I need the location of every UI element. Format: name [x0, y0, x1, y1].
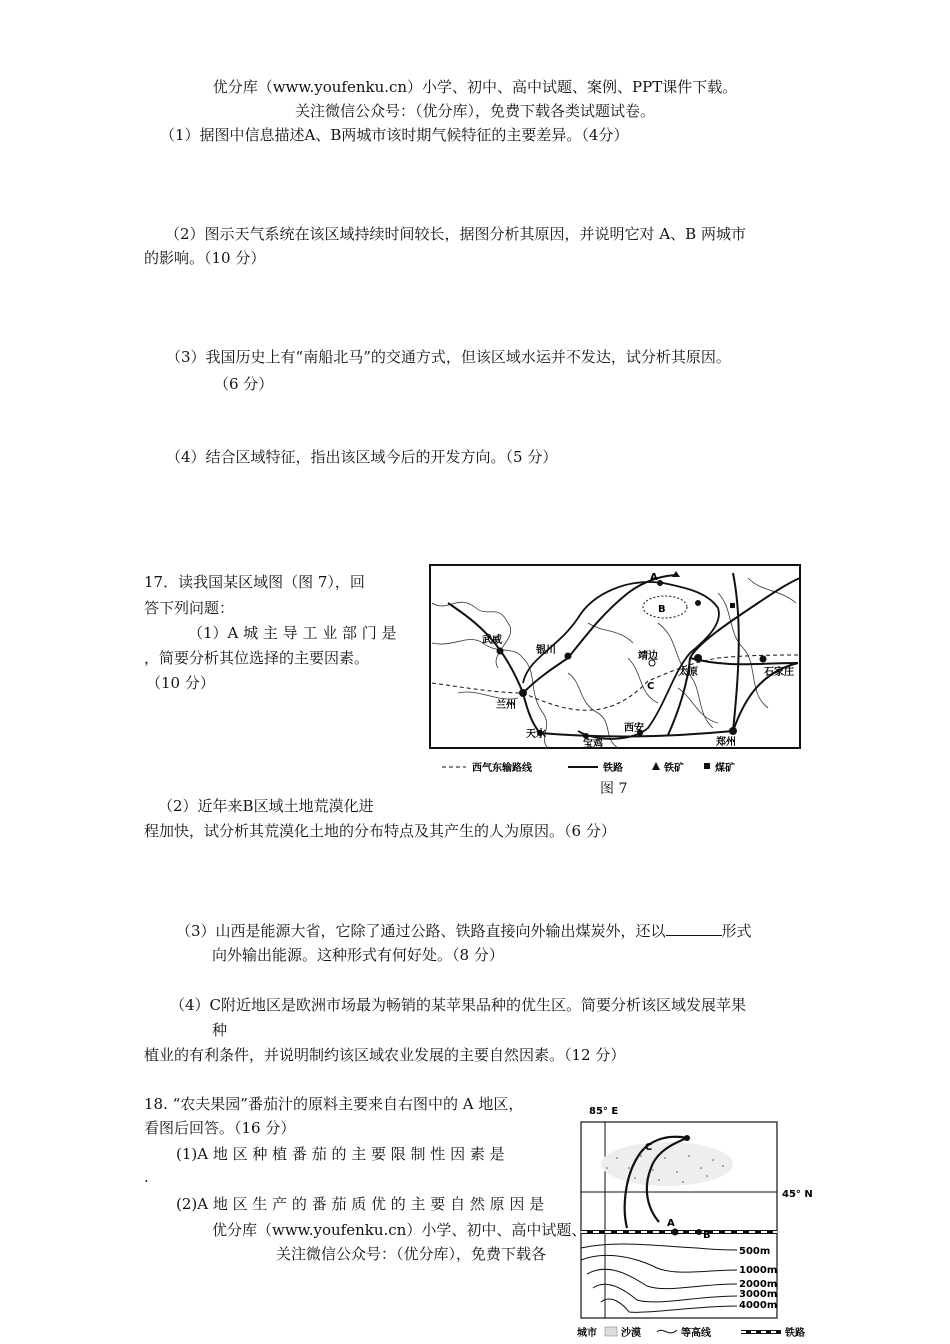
fig7-city-zhengzhou: 郑州: [716, 737, 736, 748]
fig7-city-yinchuan: 银川: [536, 645, 556, 656]
q18-stem-line1: 18. “农夫果园”番茄汁的原料主要来自右图中的 A 地区，: [144, 1095, 524, 1113]
fig7-map-frame: [430, 565, 800, 748]
fig7-coal-marker: [730, 603, 735, 608]
fig18-lat-label: 45° N: [782, 1189, 813, 1200]
fig18-legend-city: 城市: [577, 1328, 597, 1339]
fig7-legend-pipeline: 西气东输路线: [472, 763, 532, 774]
fig7-letter-c: C: [647, 681, 655, 692]
q17-sub1-line1: （1）A 城 主 导 工 业 部 门 是: [188, 624, 397, 642]
footer-line-1: 优分库（www.youfenku.cn）小学、初中、高中试题、: [212, 1221, 587, 1239]
fig7-legend-railway: 铁路: [603, 763, 623, 774]
q16-part1: （1）据图中信息描述A、B两城市该时期气候特征的主要差异。（4分）: [160, 126, 629, 144]
q17-sub3-text-pre: （3）山西是能源大省，它除了通过公路、铁路直接向外输出煤炭外，还以: [176, 922, 666, 940]
fig7-map: [428, 563, 802, 797]
q17-stem-line2: 答下列问题：: [144, 599, 235, 617]
q16-part4: （4）结合区域特征，指出该区域今后的开发方向。（5 分）: [166, 448, 558, 466]
q18-sub1-end: .: [144, 1168, 149, 1186]
fig7-city-xian: 西安: [624, 723, 644, 734]
fig18-legend-desert: 沙漠: [621, 1328, 641, 1339]
q17-sub4-line3: 植业的有利条件，并说明制约该区域农业发展的主要自然因素。（12 分）: [144, 1046, 626, 1064]
fig18-legend-contour: 等高线: [681, 1328, 711, 1339]
footer-line-2: 关注微信公众号：（优分库），免费下载各: [276, 1245, 547, 1263]
fig7-letter-a: A: [650, 572, 658, 583]
fig7-city-lanzhou: 兰州: [496, 700, 516, 711]
fig18-contour-3000: 3000m: [739, 1289, 778, 1300]
fig7-legend: [442, 761, 735, 774]
fig7-city-baoji: 宝鸡: [583, 739, 603, 750]
q17-sub4-line1: （4）C附近地区是欧洲市场最为畅销的某苹果品种的优生区。简要分析该区域发展苹果: [170, 996, 747, 1014]
q17-sub1-line3: （10 分）: [146, 674, 215, 692]
fig7-city-taiyuan: 太原: [678, 667, 698, 678]
q16-part3-line1: （3）我国历史上有“南船北马”的交通方式，但该区域水运并不发达，试分析其原因。: [166, 348, 731, 366]
header-line-1: 优分库（www.youfenku.cn）小学、初中、高中试题、案例、PPT课件下载。: [212, 78, 738, 96]
fig18-contour-2000: 2000m: [739, 1279, 778, 1290]
fig7-legend-iron: 铁矿: [664, 763, 684, 774]
fig7-city-jingbian: 靖边: [638, 651, 658, 662]
fig7-city-wuwei: 武威: [482, 635, 502, 646]
fig18-legend-railway: 铁路: [785, 1328, 805, 1339]
fig7-legend-coal: 煤矿: [715, 763, 735, 774]
q17-sub4-line2: 种: [212, 1021, 228, 1039]
q16-part2-line2: 的影响。（10 分）: [144, 249, 266, 267]
q17-sub3-blank[interactable]: [666, 921, 722, 936]
q17-sub3-line2: 向外输出能源。这种形式有何好处。（8 分）: [212, 946, 504, 964]
q18-sub2: (2)A 地 区 生 产 的 番 茄 质 优 的 主 要 自 然 原 因 是: [176, 1195, 545, 1213]
q16-part3-line2: （6 分）: [214, 375, 274, 393]
q16-part2-line1: （2）图示天气系统在该区域持续时间较长，据图分析其原因，并说明它对 A、B 两城市: [165, 225, 746, 243]
fig18-letter-a: A: [667, 1218, 675, 1229]
fig18-contour-500: 500m: [739, 1246, 771, 1257]
q17-sub2-line1: （2）近年来B区域土地荒漠化进: [158, 797, 374, 815]
fig18-legend-contour-symbol: [657, 1330, 677, 1333]
fig18-letter-c: C: [645, 1142, 653, 1153]
fig18-contour-1000: 1000m: [739, 1265, 778, 1276]
q18-stem-line2: 看图后回答。（16 分）: [144, 1119, 296, 1137]
q17-sub2-line2: 程加快，试分析其荒漠化土地的分布特点及其产生的人为原因。（6 分）: [144, 822, 616, 840]
q17-sub1-line2: ，简要分析其位选择的主要因素。: [144, 649, 370, 667]
fig18-map: [577, 1098, 835, 1342]
q17-stem-line1: 17．读我国某区域图（图 7），回: [144, 573, 365, 591]
fig7-legend-iron-symbol: [652, 762, 660, 770]
fig7-legend-coal-symbol: [704, 763, 710, 769]
fig7-city-tianshui: 天水: [526, 729, 546, 740]
q18-sub1: (1)A 地 区 种 植 番 茄 的 主 要 限 制 性 因 素 是: [176, 1145, 505, 1163]
fig18-lon-label: 85° E: [589, 1106, 619, 1117]
fig18-legend: [577, 1326, 805, 1339]
header-line-2: 关注微信公众号：（优分库），免费下载各类试题试卷。: [294, 102, 655, 120]
fig7-letter-b: B: [658, 604, 666, 615]
fig7-caption: 图 7: [600, 781, 628, 797]
fig18-legend-desert-symbol: [605, 1327, 617, 1336]
q17-sub3-line1: [176, 920, 752, 941]
fig18-letter-b: B: [703, 1230, 711, 1241]
q17-sub3-text-post: 形式: [721, 922, 752, 940]
fig7-city-shijiazhuang: 石家庄: [764, 667, 794, 678]
fig18-contour-4000: 4000m: [739, 1300, 778, 1311]
